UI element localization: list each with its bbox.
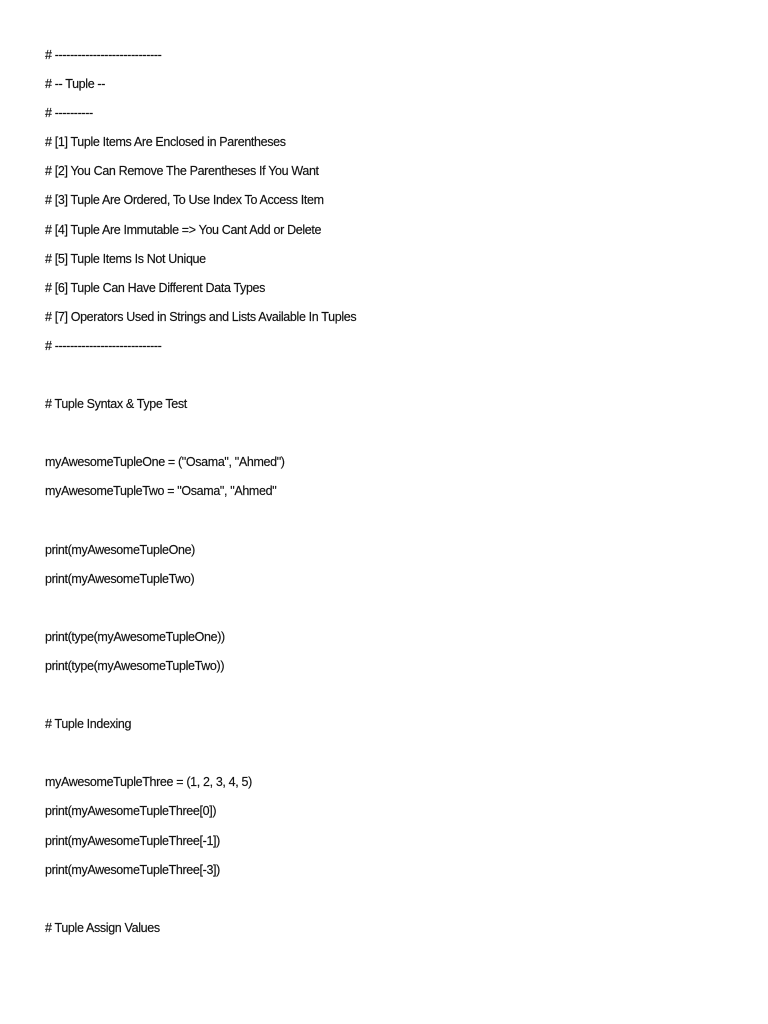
blank-line [45,598,745,627]
comment-rule-5: # [5] Tuple Items Is Not Unique [45,251,206,266]
comment-section-assign: # Tuple Assign Values [45,920,160,935]
code-line: myAwesomeTupleThree = (1, 2, 3, 4, 5) [45,775,252,790]
comment-heading-tuple: # -- Tuple -- [45,77,106,92]
code-line: myAwesomeTupleTwo = "Osama", "Ahmed" [45,484,277,499]
comment-section-indexing: # Tuple Indexing [45,717,132,732]
blank-line [45,743,745,772]
blank-line [45,511,745,540]
blank-line [45,685,745,714]
comment-rule-1: # [1] Tuple Items Are Enclosed in Parentheses [45,135,286,150]
code-line: print(myAwesomeTupleOne) [45,542,195,557]
comment-rule-4: # [4] Tuple Are Immutable => You Cant Add or Delete [45,222,322,237]
blank-line [45,423,745,452]
code-line: print(type(myAwesomeTupleOne)) [45,629,225,644]
code-line: print(myAwesomeTupleTwo) [45,571,195,586]
code-line: print(myAwesomeTupleThree[-3]) [45,862,220,877]
comment-separator-bottom: # ---------------------------- [45,338,162,353]
code-line: print(myAwesomeTupleThree[-1]) [45,833,220,848]
comment-rule-7: # [7] Operators Used in Strings and Lists Available In Tuples [45,309,357,324]
comment-rule-2: # [2] You Can Remove The Parentheses If You Want [45,164,319,179]
comment-rule-3: # [3] Tuple Are Ordered, To Use Index To Access Item [45,193,324,208]
code-line: print(type(myAwesomeTupleTwo)) [45,658,225,673]
comment-section-syntax: # Tuple Syntax & Type Test [45,397,187,412]
comment-separator-short: # ---------- [45,106,93,121]
blank-line [45,889,745,918]
code-line: print(myAwesomeTupleThree[0]) [45,804,217,819]
comment-separator-top: # ---------------------------- [45,48,162,62]
code-line: myAwesomeTupleOne = ("Osama", "Ahmed") [45,455,285,470]
comment-rule-6: # [6] Tuple Can Have Different Data Types [45,280,266,295]
document-page [45,45,745,947]
blank-line [45,365,745,394]
